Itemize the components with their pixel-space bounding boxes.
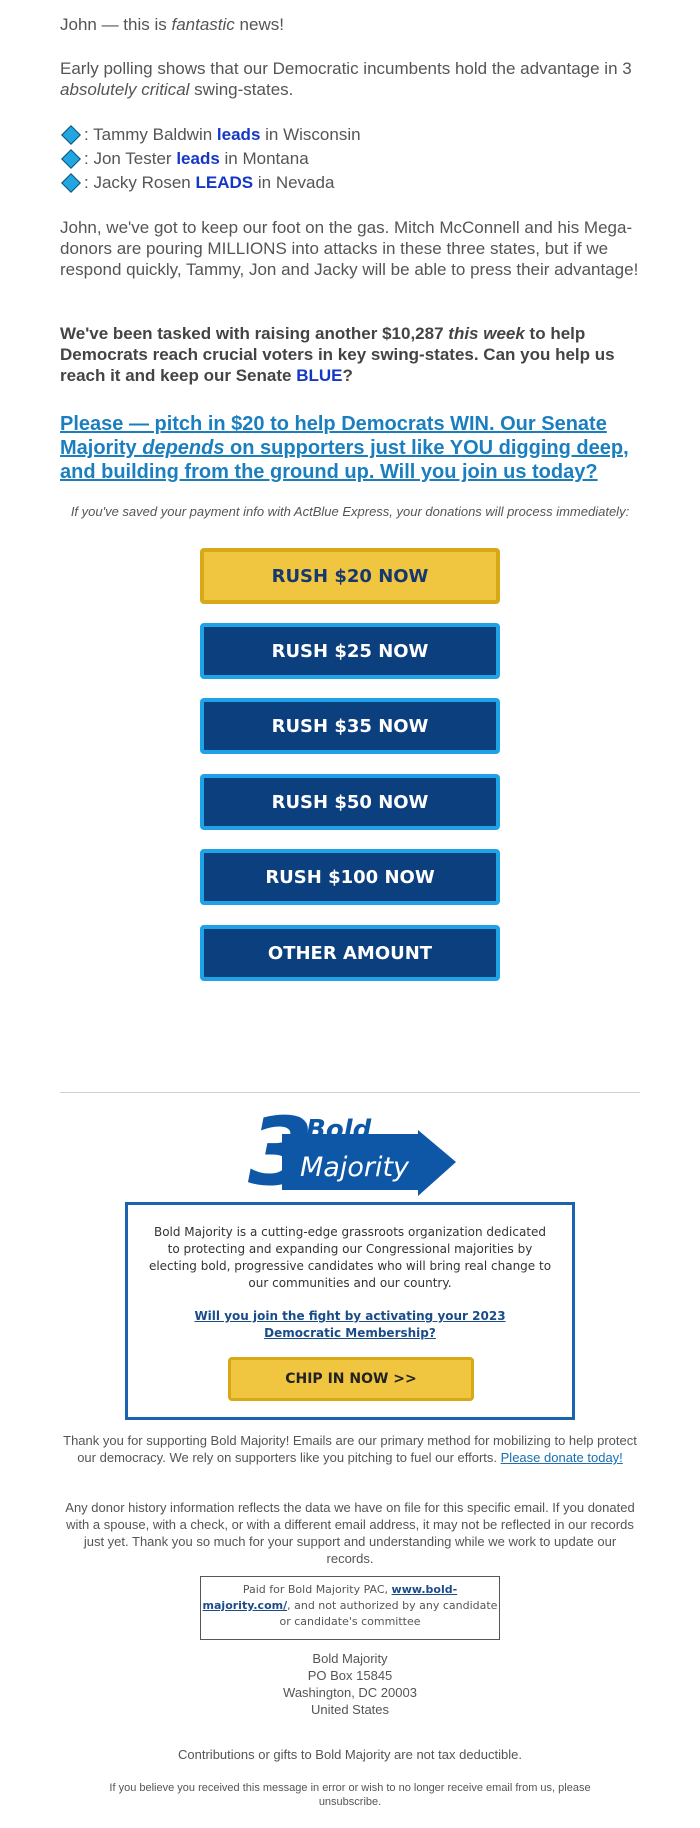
bullet-suffix: in Wisconsin bbox=[265, 125, 361, 144]
rush-100-button[interactable]: RUSH $100 NOW bbox=[200, 849, 500, 905]
ask-paragraph bbox=[60, 323, 640, 386]
divider bbox=[60, 1092, 640, 1093]
greeting bbox=[60, 14, 640, 35]
ask-text-mid: to help Democrats reach crucial voters in key swing-states. Can you help us reach it and keep our Senate bbox=[60, 324, 615, 385]
other-amount-button[interactable]: OTHER AMOUNT bbox=[200, 925, 500, 981]
logo-line2: Majority bbox=[300, 1152, 410, 1183]
polling-text-end: swing-states. bbox=[189, 80, 294, 99]
thanks-paragraph bbox=[60, 1432, 640, 1466]
paid-text-end: , and not authorized by any candidate or candidate's committee bbox=[279, 1599, 498, 1628]
bullet-prefix: : Tammy Baldwin bbox=[84, 125, 213, 144]
rush-20-button[interactable]: RUSH $20 NOW bbox=[200, 548, 500, 604]
list-item bbox=[60, 123, 640, 147]
bullet-emphasis: leads bbox=[216, 125, 261, 144]
polling-paragraph bbox=[60, 58, 640, 100]
mailing-address bbox=[60, 1650, 640, 1718]
thanks-text: Thank you for supporting Bold Majority! Emails are our primary method for mobilizing to help protect our democracy. We rely on supporters like you pitching to fuel our efforts. bbox=[63, 1433, 637, 1465]
polling-emphasis: absolutely critical bbox=[60, 80, 190, 99]
logo-line1: Bold bbox=[306, 1115, 372, 1145]
address-line: Washington, DC 20003 bbox=[283, 1685, 417, 1700]
cta-text[interactable]: Please — pitch in $20 to help Democrats WIN. Our Senate Majority bbox=[60, 413, 607, 459]
address-line: PO Box 15845 bbox=[307, 1668, 393, 1683]
express-note: If you've saved your payment info with ActBlue Express, your donations will process immediately: bbox=[70, 504, 630, 519]
unsubscribe-notice[interactable]: If you believe you received this message in error or wish to no longer receive email from us, please unsubscribe. bbox=[109, 1782, 591, 1808]
address-line: Bold Majority bbox=[312, 1651, 388, 1666]
bullet-emphasis: LEADS bbox=[195, 173, 254, 192]
greeting-text: John — this is bbox=[60, 15, 172, 34]
membership-link[interactable]: Will you join the fight by activating your 2023 Democratic Membership? bbox=[194, 1309, 506, 1340]
ask-blue: BLUE bbox=[296, 366, 343, 385]
diamond-icon bbox=[61, 149, 81, 169]
donate-today-link[interactable]: Please donate today! bbox=[500, 1450, 623, 1465]
address-line: United States bbox=[310, 1702, 390, 1717]
rush-50-button[interactable]: RUSH $50 NOW bbox=[200, 774, 500, 830]
cta-text-end[interactable]: on supporters just like YOU digging deep, and building from the ground up. Will you join us today? bbox=[60, 437, 629, 483]
rush-25-button[interactable]: RUSH $25 NOW bbox=[200, 623, 500, 679]
bullet-suffix: in Nevada bbox=[257, 173, 335, 192]
cta-emphasis[interactable]: depends bbox=[142, 437, 225, 459]
greeting-text-end: news! bbox=[234, 15, 284, 34]
donor-history-paragraph: Any donor history information reflects the data we have on file for this specific email. If you donated with a spouse, with a check, or with a different email address, it may not be reflected in our records just yet. Thank you so much for your support and understanding while we work to update our records. bbox=[65, 1500, 635, 1566]
list-item bbox=[60, 147, 640, 171]
organization-box bbox=[125, 1202, 575, 1420]
organization-description: Bold Majority is a cutting-edge grassroots organization dedicated to protecting and expanding our Congressional majorities by electing bold, progressive candidates who will bring real change to our communities and our country. bbox=[148, 1225, 552, 1290]
diamond-icon bbox=[61, 173, 81, 193]
donate-cta-link[interactable] bbox=[60, 412, 640, 484]
website-link[interactable]: www.bold-majority.com/ bbox=[202, 1583, 458, 1612]
logo-numeral: 3 bbox=[248, 1100, 314, 1200]
bullet-emphasis: leads bbox=[176, 149, 220, 168]
body-paragraph: John, we've got to keep our foot on the gas. Mitch McConnell and his Mega-donors are pouring MILLIONS into attacks in these three states, but if we respond quickly, Tammy, Jon and Jacky will be able to press their advantage! bbox=[60, 218, 639, 279]
ask-text-end: ? bbox=[342, 366, 353, 385]
paid-text: Paid for Bold Majority PAC, bbox=[242, 1583, 392, 1596]
bullet-suffix: in Montana bbox=[224, 149, 309, 168]
paid-for-disclaimer bbox=[200, 1576, 500, 1640]
list-item bbox=[60, 171, 640, 195]
diamond-icon bbox=[61, 125, 81, 145]
ask-emphasis: this week bbox=[448, 324, 525, 343]
greeting-emphasis: fantastic bbox=[171, 15, 235, 34]
rush-35-button[interactable]: RUSH $35 NOW bbox=[200, 698, 500, 754]
bullet-prefix: : Jacky Rosen bbox=[84, 173, 191, 192]
bold-majority-logo bbox=[242, 1100, 458, 1200]
leads-list bbox=[60, 123, 640, 195]
logo-arrow-icon bbox=[242, 1100, 458, 1200]
chip-in-button[interactable]: CHIP IN NOW >> bbox=[228, 1357, 474, 1401]
tax-notice: Contributions or gifts to Bold Majority are not tax deductible. bbox=[178, 1747, 522, 1762]
polling-text: Early polling shows that our Democratic incumbents hold the advantage in 3 bbox=[60, 59, 632, 78]
ask-text: We've been tasked with raising another $10,287 bbox=[60, 324, 449, 343]
bullet-prefix: : Jon Tester bbox=[84, 149, 172, 168]
